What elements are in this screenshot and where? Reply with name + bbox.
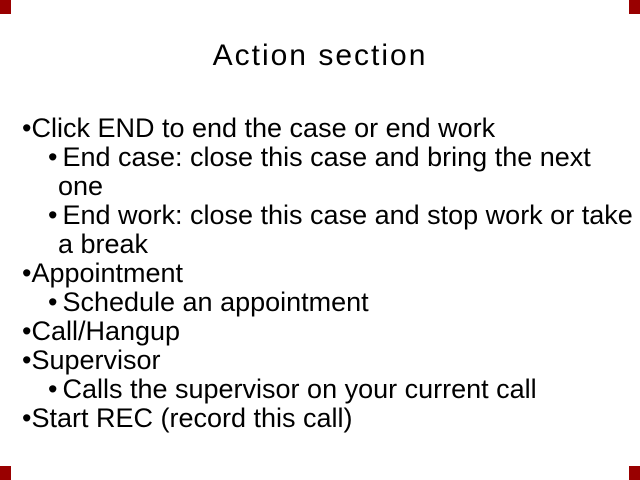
bullet-text: Click END to end the case or end work xyxy=(31,113,496,143)
bullet-icon: • xyxy=(48,374,58,404)
bullet-line xyxy=(22,317,634,346)
bullet-text: Supervisor xyxy=(31,345,161,375)
bullet-line xyxy=(22,404,634,433)
corner-marker-bottom-right xyxy=(629,466,640,480)
bullet-line xyxy=(22,201,634,230)
bullet-text: Start REC (record this call) xyxy=(31,403,353,433)
bullet-line xyxy=(22,375,634,404)
bullet-line xyxy=(22,172,634,201)
bullet-icon: • xyxy=(22,403,32,433)
corner-marker-top-right xyxy=(629,0,640,14)
corner-marker-bottom-left xyxy=(0,466,11,480)
bullet-line xyxy=(22,230,634,259)
bullet-icon: • xyxy=(22,316,32,346)
bullet-line xyxy=(22,259,634,288)
bullet-icon: • xyxy=(48,200,58,230)
bullet-icon: • xyxy=(22,258,32,288)
bullet-text: End case: close this case and bring the next xyxy=(62,142,591,172)
corner-marker-top-left xyxy=(0,0,11,14)
bullet-icon: • xyxy=(48,287,58,317)
bullet-text: Calls the supervisor on your current call xyxy=(62,374,537,404)
bullet-icon: • xyxy=(48,142,58,172)
bullet-line xyxy=(22,114,634,143)
bullet-line xyxy=(22,346,634,375)
bullet-line xyxy=(22,143,634,172)
bullet-text: Schedule an appointment xyxy=(62,287,369,317)
bullet-text: Appointment xyxy=(31,258,184,288)
bullet-text: one xyxy=(58,171,104,201)
bullet-text: End work: close this case and stop work or take xyxy=(62,200,633,230)
bullet-icon: • xyxy=(22,113,32,143)
bullet-text: Call/Hangup xyxy=(31,316,181,346)
bullet-icon: • xyxy=(22,345,32,375)
bullet-line xyxy=(22,288,634,317)
bullet-list xyxy=(22,114,634,433)
slide-title: Action section xyxy=(212,39,428,72)
bullet-text: a break xyxy=(58,229,149,259)
